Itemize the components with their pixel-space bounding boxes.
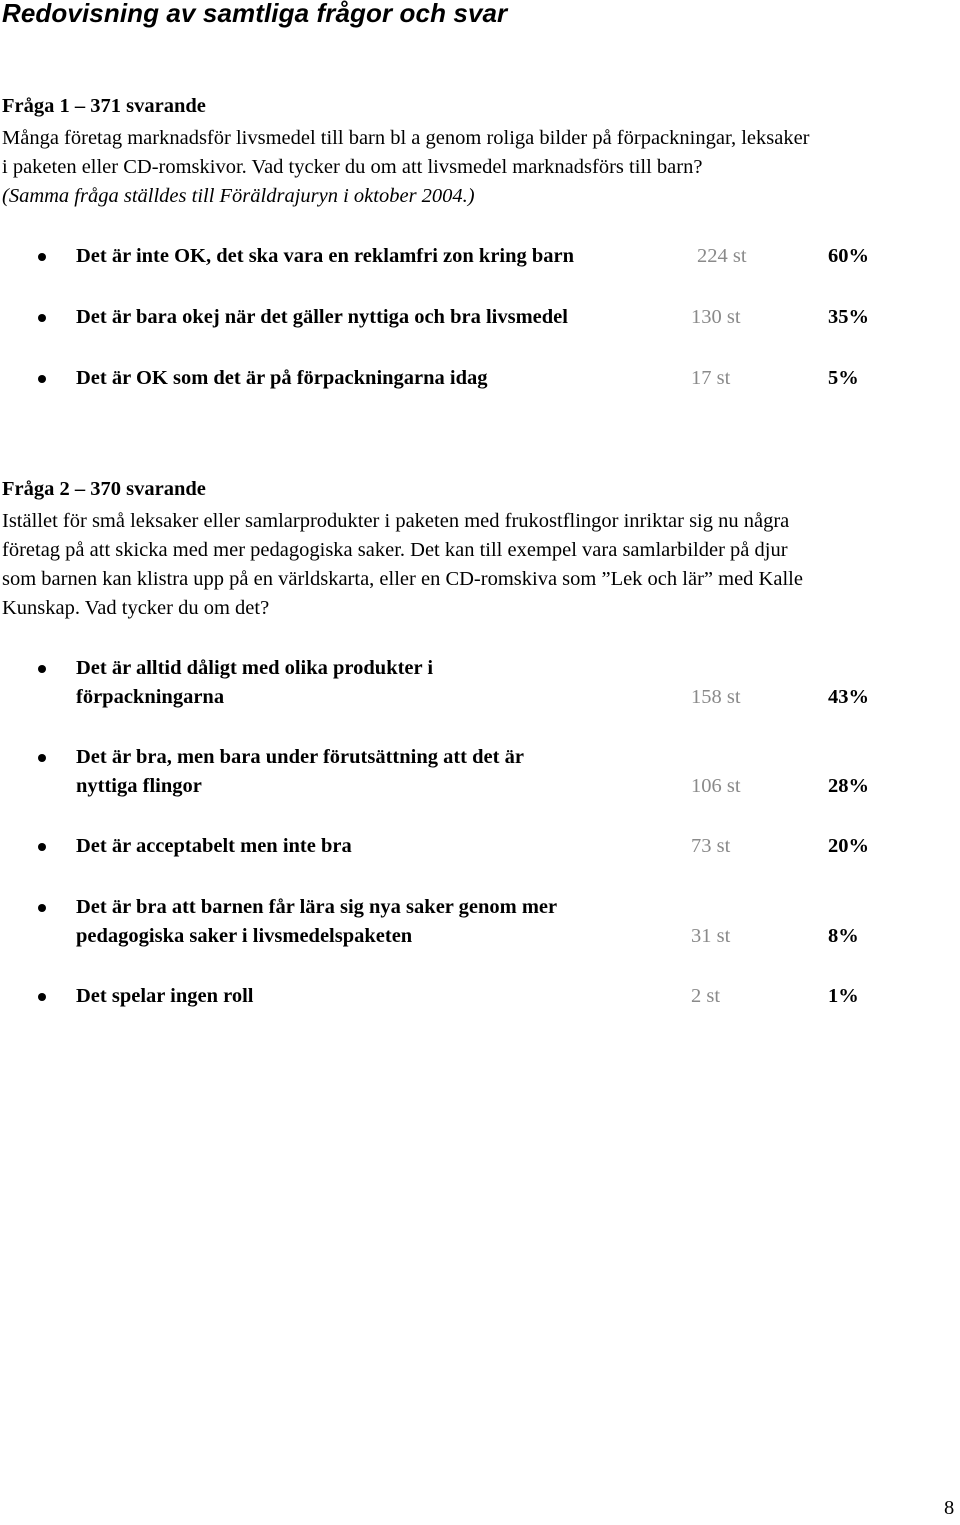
answer-label: Det är bara okej när det gäller nyttiga och bra livsmedel (76, 306, 568, 328)
question-2-text-line-3: som barnen kan klistra upp på en världskarta, eller en CD-romskiva som ”Lek och lär” med Kalle (2, 568, 803, 590)
bullet-icon (38, 993, 46, 1001)
page-number: 8 (944, 1497, 955, 1519)
answer-percent: 20% (828, 835, 869, 857)
question-1-note: (Samma fråga ställdes till Föräldrajuryn i oktober 2004.) (2, 185, 475, 207)
answer-percent: 35% (828, 306, 869, 328)
question-2-text-line-2: företag på att skicka med mer pedagogiska saker. Det kan till exempel vara samlarbilder på djur (2, 539, 788, 561)
answer-count: 224 st (697, 245, 747, 267)
answer-count: 106 st (691, 775, 741, 797)
bullet-icon (38, 314, 46, 322)
page-title: Redovisning av samtliga frågor och svar (2, 0, 508, 28)
answer-count: 2 st (691, 985, 721, 1007)
bullet-icon (38, 375, 46, 383)
answer-count: 130 st (691, 306, 741, 328)
question-2-text (2, 507, 960, 623)
bullet-icon (38, 665, 46, 673)
bullet-icon (38, 754, 46, 762)
answer-label: Det spelar ingen roll (76, 985, 254, 1007)
bullet-icon (38, 904, 46, 912)
answer-percent: 5% (828, 367, 859, 389)
question-2-text-line-1: Istället för små leksaker eller samlarprodukter i paketen med frukostflingor inriktar sig nu några (2, 510, 790, 532)
answer-percent: 8% (828, 925, 859, 947)
answer-label: Det är inte OK, det ska vara en reklamfri zon kring barn (76, 245, 575, 267)
answer-percent: 28% (828, 775, 869, 797)
answer-label: Det är alltid dåligt med olika produkter i förpackningarna (76, 657, 434, 708)
question-1-text-line-1: Många företag marknadsför livsmedel till barn bl a genom roliga bilder på förpackningar, leksaker (2, 127, 810, 149)
question-2-text-line-4: Kunskap. Vad tycker du om det? (2, 597, 270, 619)
answer-label: Det är acceptabelt men inte bra (76, 835, 352, 857)
bullet-icon (38, 253, 46, 261)
bullet-icon (38, 843, 46, 851)
question-2-heading: Fråga 2 – 370 svarande (2, 478, 206, 500)
answer-percent: 60% (828, 245, 869, 267)
answer-count: 17 st (691, 367, 731, 389)
question-1-text-line-2: i paketen eller CD-romskivor. Vad tycker du om att livsmedel marknadsförs till barn? (2, 156, 703, 178)
question-1-heading: Fråga 1 – 371 svarande (2, 95, 206, 117)
answer-count: 31 st (691, 925, 731, 947)
answer-percent: 1% (828, 985, 859, 1007)
answer-label: Det är bra att barnen får lära sig nya saker genom mer pedagogiska saker i livsmedelspaketen (76, 896, 558, 947)
question-1-text (2, 124, 960, 211)
answer-count: 73 st (691, 835, 731, 857)
answer-percent: 43% (828, 686, 869, 708)
answer-count: 158 st (691, 686, 741, 708)
answer-label: Det är OK som det är på förpackningarna idag (76, 367, 488, 389)
answer-label: Det är bra, men bara under förutsättning att det är nyttiga flingor (76, 746, 524, 797)
